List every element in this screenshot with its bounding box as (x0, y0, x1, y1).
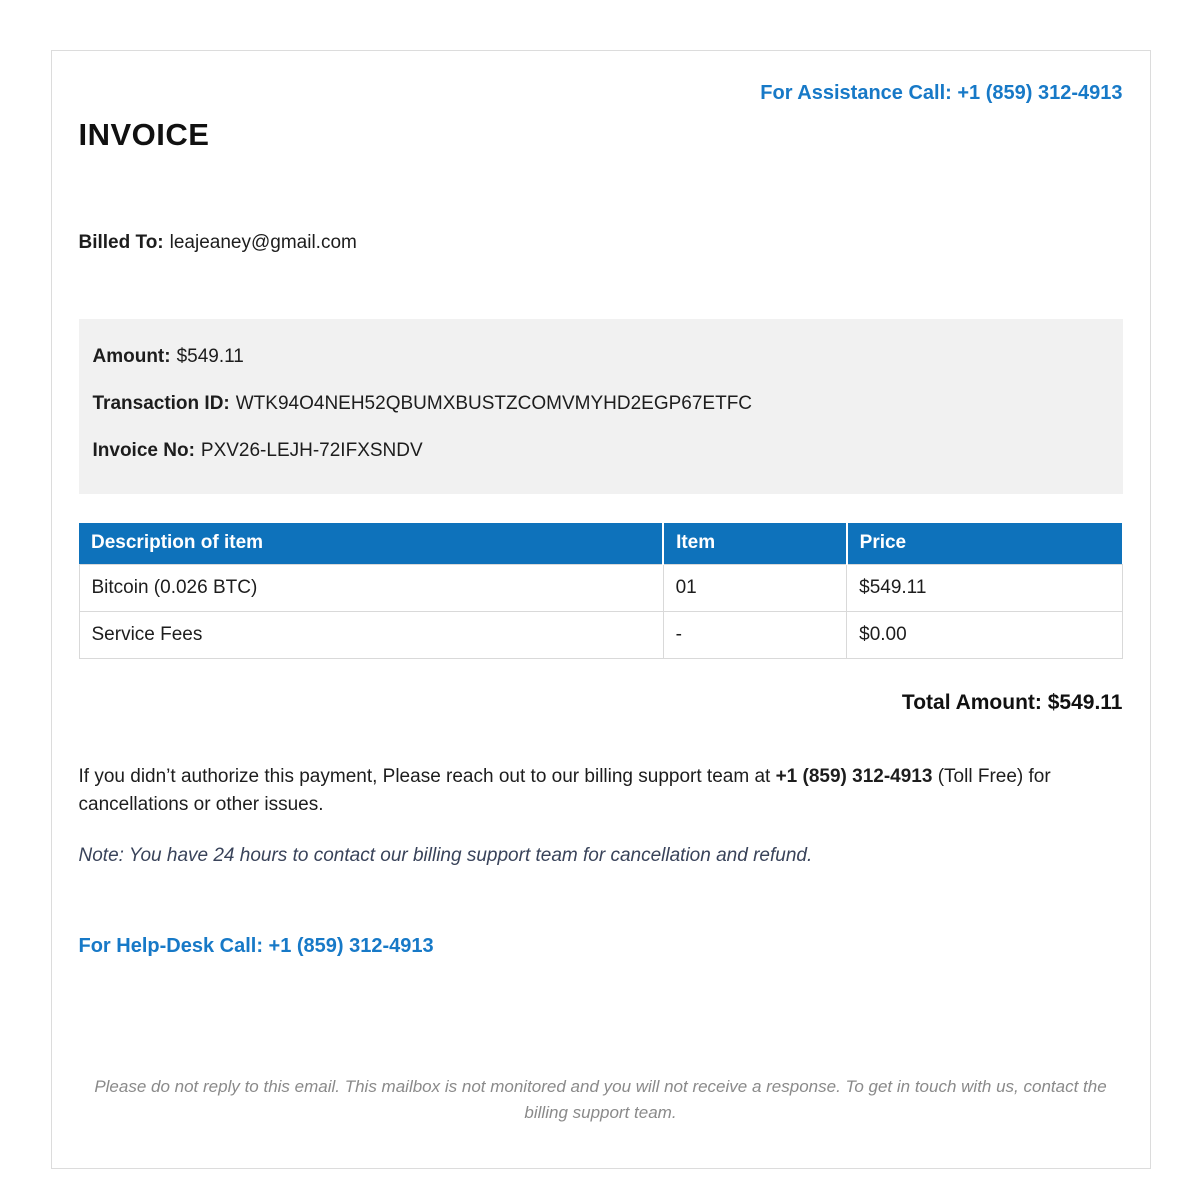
transaction-id-value: WTK94O4NEH52QBUMXBUSTZCOMVMYHD2EGP67ETFC (235, 393, 753, 414)
invoice-no-label: Invoice No: (92, 440, 195, 461)
item-quantity-cell: 01 (663, 565, 847, 612)
helpdesk-phone-line: For Help-Desk Call: +1 (859) 312-4913 (78, 935, 434, 957)
page-title: INVOICE (78, 117, 210, 152)
disclaimer-phone-number: +1 (859) 312-4913 (775, 766, 933, 787)
amount-line (93, 345, 1109, 368)
invoice-no-value: PXV26-LEJH-72IFXSNDV (200, 440, 423, 461)
header-price: Price (847, 523, 1122, 565)
table-row (79, 612, 1122, 659)
amount-value: $549.11 (176, 346, 244, 367)
items-table (79, 523, 1123, 659)
billed-to-label: Billed To: (78, 232, 164, 253)
disclaimer-paragraph (79, 763, 1123, 819)
header-description-of-item: Description of item (79, 523, 663, 565)
footer-disclaimer: Please do not reply to this email. This mailbox is not monitored and you will not receive a response. To get in touch with us, contact the billing support team. (94, 1077, 1107, 1122)
transaction-id-line (93, 392, 1109, 415)
invoice-no-line (93, 439, 1109, 462)
item-description-cell: Service Fees (79, 612, 663, 659)
invoice-card (51, 50, 1151, 1169)
item-quantity-cell: - (663, 612, 847, 659)
total-amount-label: Total Amount: (901, 691, 1042, 714)
assistance-phone-line: For Assistance Call: +1 (859) 312-4913 (760, 82, 1123, 104)
header-item: Item (663, 523, 847, 565)
item-description-cell: Bitcoin (0.026 BTC) (79, 565, 663, 612)
item-price-cell: $549.11 (847, 565, 1122, 612)
table-row (79, 565, 1122, 612)
transaction-id-label: Transaction ID: (92, 393, 230, 414)
refund-note: Note: You have 24 hours to contact our billing support team for cancellation and refund. (78, 845, 813, 866)
amount-label: Amount: (92, 346, 171, 367)
disclaimer-text-before-phone: If you didn’t authorize this payment, Please reach out to our billing support team at (78, 766, 776, 787)
payment-summary-box (79, 319, 1123, 494)
billed-to-line (79, 231, 1123, 254)
items-table-header-row (79, 523, 1122, 565)
disclaimer-text-after-phone: (Toll Free) for cancellations or other issues. (78, 766, 1051, 815)
total-amount-line (79, 691, 1123, 715)
total-amount-value: $549.11 (1047, 691, 1123, 714)
billed-to-email: leajeaney@gmail.com (169, 232, 357, 253)
item-price-cell: $0.00 (847, 612, 1122, 659)
